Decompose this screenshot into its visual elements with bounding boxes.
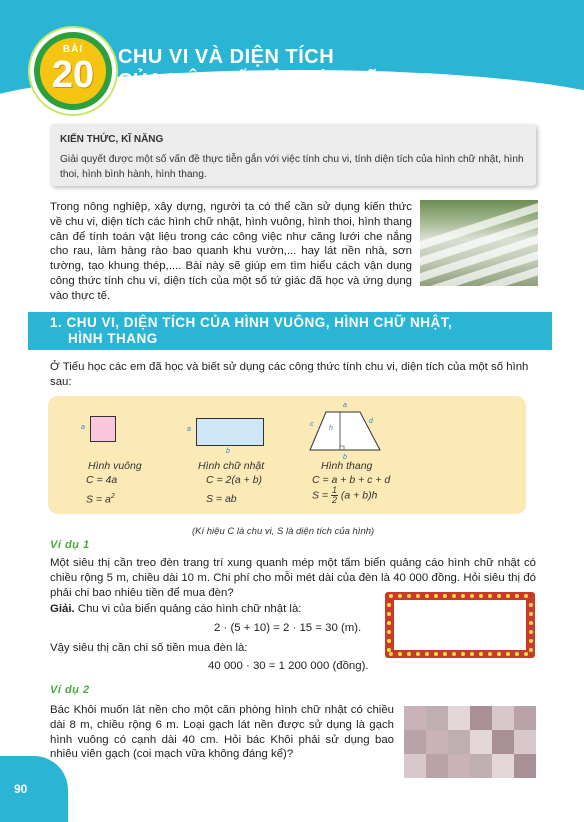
light-bulb bbox=[387, 630, 391, 634]
page-number: 90 bbox=[14, 782, 28, 796]
light-bulb bbox=[389, 652, 393, 656]
knowledge-text: Giải quyết được một số vấn đề thực tiễn gắn với việc tính chu vi, tính diện tích của hình chữ nhật, hình thoi, hình bình hành, hình thang. bbox=[60, 154, 524, 180]
light-bulb bbox=[497, 594, 501, 598]
floor-tile bbox=[492, 730, 514, 754]
trapezoid-area-suffix: (a + b)h bbox=[340, 489, 378, 502]
fraction-one-half bbox=[331, 486, 338, 505]
section-header bbox=[28, 312, 552, 350]
floor-tile bbox=[492, 706, 514, 730]
rectangle-side-b-label: b bbox=[226, 448, 230, 455]
light-bulb bbox=[443, 594, 447, 598]
example1-solution bbox=[50, 602, 380, 617]
square-name: Hình vuông bbox=[88, 460, 142, 472]
light-bulb bbox=[461, 652, 465, 656]
rectangle-perimeter: C = 2(a + b) bbox=[206, 474, 263, 486]
solution-text: Chu vi của biển quảng cáo hình chữ nhật là: bbox=[77, 603, 302, 615]
light-bulb bbox=[425, 652, 429, 656]
billboard-illustration bbox=[385, 592, 535, 658]
light-bulb bbox=[387, 603, 391, 607]
example1-calc1: 2 · (5 + 10) = 2 · 15 = 30 (m). bbox=[214, 622, 362, 634]
light-bulb bbox=[529, 603, 533, 607]
trapezoid-figure bbox=[306, 410, 386, 454]
light-bulb bbox=[387, 612, 391, 616]
light-bulb bbox=[529, 621, 533, 625]
light-bulb bbox=[425, 594, 429, 598]
lesson-title-line2: CỦA MỘT SỐ TỨ GIÁC ĐÃ HỌC bbox=[118, 70, 432, 92]
light-bulb bbox=[398, 652, 402, 656]
light-bulb bbox=[529, 612, 533, 616]
fraction-denominator: 2 bbox=[331, 495, 337, 505]
light-bulb bbox=[452, 652, 456, 656]
fraction-numerator: 1 bbox=[331, 485, 337, 495]
light-bulb bbox=[407, 594, 411, 598]
floor-tile bbox=[426, 706, 448, 730]
light-bulb bbox=[443, 652, 447, 656]
floor-tile bbox=[492, 754, 514, 778]
light-bulb bbox=[515, 594, 519, 598]
light-bulb bbox=[389, 594, 393, 598]
example1-title: Ví dụ 1 bbox=[50, 539, 90, 551]
square-area-exponent: 2 bbox=[110, 493, 115, 500]
light-bulb bbox=[398, 594, 402, 598]
light-bulb bbox=[497, 652, 501, 656]
section-intro-text: Ở Tiểu học các em đã học và biết sử dụng các công thức tính chu vi, diện tích của một số hình sau: bbox=[50, 361, 529, 388]
light-bulb bbox=[524, 652, 528, 656]
trapezoid-left-label: c bbox=[310, 421, 314, 428]
square-area-base: S = a bbox=[86, 493, 111, 506]
light-bulb bbox=[387, 639, 391, 643]
knowledge-box bbox=[50, 124, 536, 186]
light-bulb bbox=[506, 594, 510, 598]
example2-title: Ví dụ 2 bbox=[50, 684, 90, 696]
light-bulb bbox=[488, 594, 492, 598]
floor-tile bbox=[404, 706, 426, 730]
rectangle-area: S = ab bbox=[206, 493, 237, 505]
floor-tile bbox=[404, 754, 426, 778]
trapezoid-area bbox=[312, 486, 377, 505]
formula-box bbox=[48, 396, 526, 514]
solution-label: Giải. bbox=[50, 603, 75, 615]
trapezoid-right-label: d bbox=[369, 418, 373, 425]
light-bulb bbox=[407, 652, 411, 656]
floor-tiles-illustration bbox=[404, 706, 536, 778]
light-bulb bbox=[434, 652, 438, 656]
floor-tile bbox=[426, 730, 448, 754]
lesson-badge bbox=[30, 28, 116, 114]
lesson-badge-label: BÀI bbox=[62, 44, 84, 55]
light-bulb bbox=[461, 594, 465, 598]
light-bulb bbox=[470, 652, 474, 656]
floor-tile bbox=[404, 730, 426, 754]
light-bulb bbox=[434, 594, 438, 598]
section-title-line2: HÌNH THANG bbox=[68, 331, 158, 346]
trapezoid-height-label: h bbox=[329, 425, 333, 432]
floor-tile bbox=[426, 754, 448, 778]
floor-tile bbox=[514, 706, 536, 730]
light-bulb bbox=[387, 621, 391, 625]
light-bulb bbox=[452, 594, 456, 598]
billboard-panel bbox=[394, 600, 526, 650]
rectangle-side-a-label: a bbox=[187, 426, 191, 433]
light-bulb bbox=[416, 594, 420, 598]
square-area bbox=[86, 493, 115, 506]
light-bulb bbox=[479, 594, 483, 598]
knowledge-title: KIẾN THỨC, KĨ NĂNG bbox=[60, 134, 164, 145]
light-bulb bbox=[524, 594, 528, 598]
square-perimeter: C = 4a bbox=[86, 474, 118, 486]
floor-tile bbox=[448, 754, 470, 778]
square-side-label: a bbox=[81, 424, 85, 431]
notation-note: (Kí hiệu C là chu vi, S là diện tích của hình) bbox=[192, 526, 375, 537]
floor-tile bbox=[470, 706, 492, 730]
floor-tile bbox=[514, 754, 536, 778]
floor-tile bbox=[470, 730, 492, 754]
trapezoid-area-prefix: S = bbox=[312, 489, 329, 502]
lesson-number: 20 bbox=[51, 54, 95, 96]
greenhouse-photo bbox=[420, 200, 538, 286]
trapezoid-name: Hình thang bbox=[321, 460, 373, 472]
light-bulb bbox=[529, 639, 533, 643]
rectangle-figure bbox=[196, 418, 264, 446]
trapezoid-top-label: a bbox=[343, 402, 347, 409]
light-bulb bbox=[470, 594, 474, 598]
light-bulb bbox=[479, 652, 483, 656]
example1-conclusion: Vậy siêu thị cần chi số tiền mua đèn là: bbox=[50, 642, 248, 654]
light-bulb bbox=[529, 648, 533, 652]
example2-problem: Bác Khôi muốn lát nền cho một căn phòng hình chữ nhật có chiều dài 8 m, chiều rộng 6 m. Loại gạch lát nền được sử dụng là gạch hình vuông có cạnh dài 40 cm. Hỏi bác Khôi phải sử dụng bao nhiêu viên gạch (coi mạch vữa không đáng kể)? bbox=[50, 704, 394, 761]
page-number-tab bbox=[0, 756, 68, 822]
light-bulb bbox=[515, 652, 519, 656]
lesson-badge-inner bbox=[40, 38, 106, 104]
light-bulb bbox=[387, 648, 391, 652]
floor-tile bbox=[470, 754, 492, 778]
example1-calc2: 40 000 · 30 = 1 200 000 (đồng). bbox=[208, 660, 369, 672]
floor-tile bbox=[448, 706, 470, 730]
floor-tile bbox=[448, 730, 470, 754]
lesson-title-line1: CHU VI VÀ DIỆN TÍCH bbox=[118, 46, 335, 68]
intro-paragraph: Trong nông nghiệp, xây dựng, người ta có thể cần sử dụng kiến thức về chu vi, diện tích các hình chữ nhật, hình vuông, hình thoi, hình thang cân để tính toán vật liệu trong các công việc như căng lưới che nắng cho rau, làm hàng rào bao quanh khu vườn,... hay lát nền nhà, sơn tường, tạo khung thép,.... Bài này sẽ giúp em tìm hiểu cách vận dụng công thức tính chu vi, diện tích của một số tứ giác đã học và ứng dụng vào thực tế. bbox=[50, 201, 412, 302]
trapezoid-perimeter: C = a + b + c + d bbox=[312, 474, 391, 486]
section-title-line1: 1. CHU VI, DIỆN TÍCH CỦA HÌNH VUÔNG, HÌNH CHỮ NHẬT, bbox=[50, 315, 453, 330]
rectangle-name: Hình chữ nhật bbox=[198, 460, 265, 472]
floor-tile bbox=[514, 730, 536, 754]
light-bulb bbox=[506, 652, 510, 656]
light-bulb bbox=[529, 630, 533, 634]
trapezoid-bottom-label: b bbox=[343, 454, 347, 461]
square-figure bbox=[90, 416, 116, 442]
light-bulb bbox=[416, 652, 420, 656]
light-bulb bbox=[488, 652, 492, 656]
example1-problem: Một siêu thị cần treo đèn trang trí xung quanh mép một tấm biển quảng cáo hình chữ nhật có chiều rộng 5 m, chiều dài 10 m. Chi phí cho mỗi mét dài của đèn là 40 000 đồng. Hỏi siêu thị đó phải chi bao nhiêu tiền để mua đèn? bbox=[50, 557, 536, 599]
